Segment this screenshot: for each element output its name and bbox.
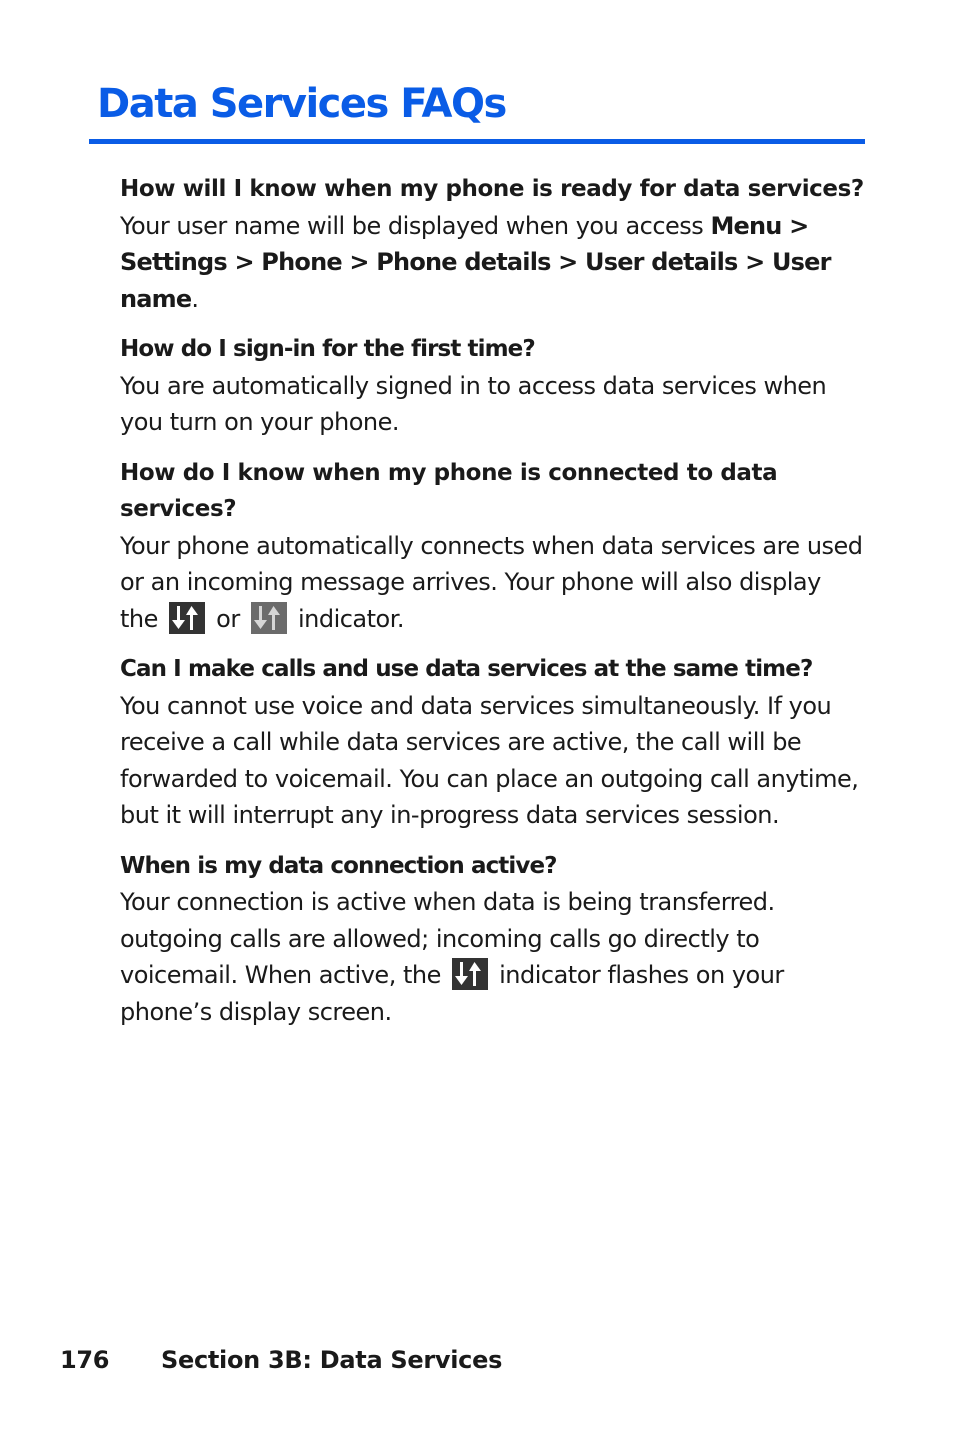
faq-item [120, 455, 865, 638]
answer-text: . [191, 284, 199, 313]
data-dormant-indicator-icon [251, 602, 287, 634]
answer-text: Your connection is active when data is being transferred. outgoing calls are allowed; incoming calls go directly to voicemail. When active, the [120, 888, 775, 989]
faq-question: How do I sign-in for the first time? [120, 336, 535, 362]
faq-question: How do I know when my phone is connected to data services? [120, 459, 778, 522]
faq-answer [120, 884, 865, 1030]
title-rule [89, 139, 865, 144]
data-active-indicator-icon [452, 958, 488, 990]
data-active-indicator-icon [169, 602, 205, 634]
page-title: Data Services FAQs [97, 81, 506, 127]
faq-answer [120, 528, 865, 638]
faq-item [120, 331, 865, 441]
faq-question: When is my data connection active? [120, 852, 557, 879]
faq-item [120, 848, 865, 1031]
faq-answer: You cannot use voice and data services simultaneously. If you receive a call while data services are active, the call will be forwarded to voicemail. You can place an outgoing call anytime, but it will interrupt any in-progress data services session. [120, 691, 859, 829]
answer-text: Your user name will be displayed when you access [120, 211, 711, 240]
section-title: Section 3B: Data Services [161, 1346, 503, 1374]
faq-item [120, 651, 865, 834]
faq-question: Can I make calls and use data services at the same time? [120, 656, 813, 682]
answer-text: indicator flashes on your phone’s display screen. [120, 961, 784, 1026]
faq-answer: You are automatically signed in to access data services when you turn on your phone. [120, 371, 827, 436]
faq-question: How will I know when my phone is ready for data services? [120, 176, 864, 202]
answer-text: Your phone automatically connects when data services are used or an incoming message arrives. Your phone will also display the [120, 531, 863, 633]
answer-text: or [209, 604, 247, 633]
faq-item [120, 171, 865, 317]
menu-path: Menu > Settings > Phone > Phone details > User details > User name [120, 211, 831, 313]
faq-answer [120, 208, 865, 318]
answer-text: indicator. [290, 604, 405, 633]
page-number: 176 [60, 1346, 110, 1374]
faq-list [120, 171, 865, 1044]
page-footer [60, 1343, 502, 1377]
